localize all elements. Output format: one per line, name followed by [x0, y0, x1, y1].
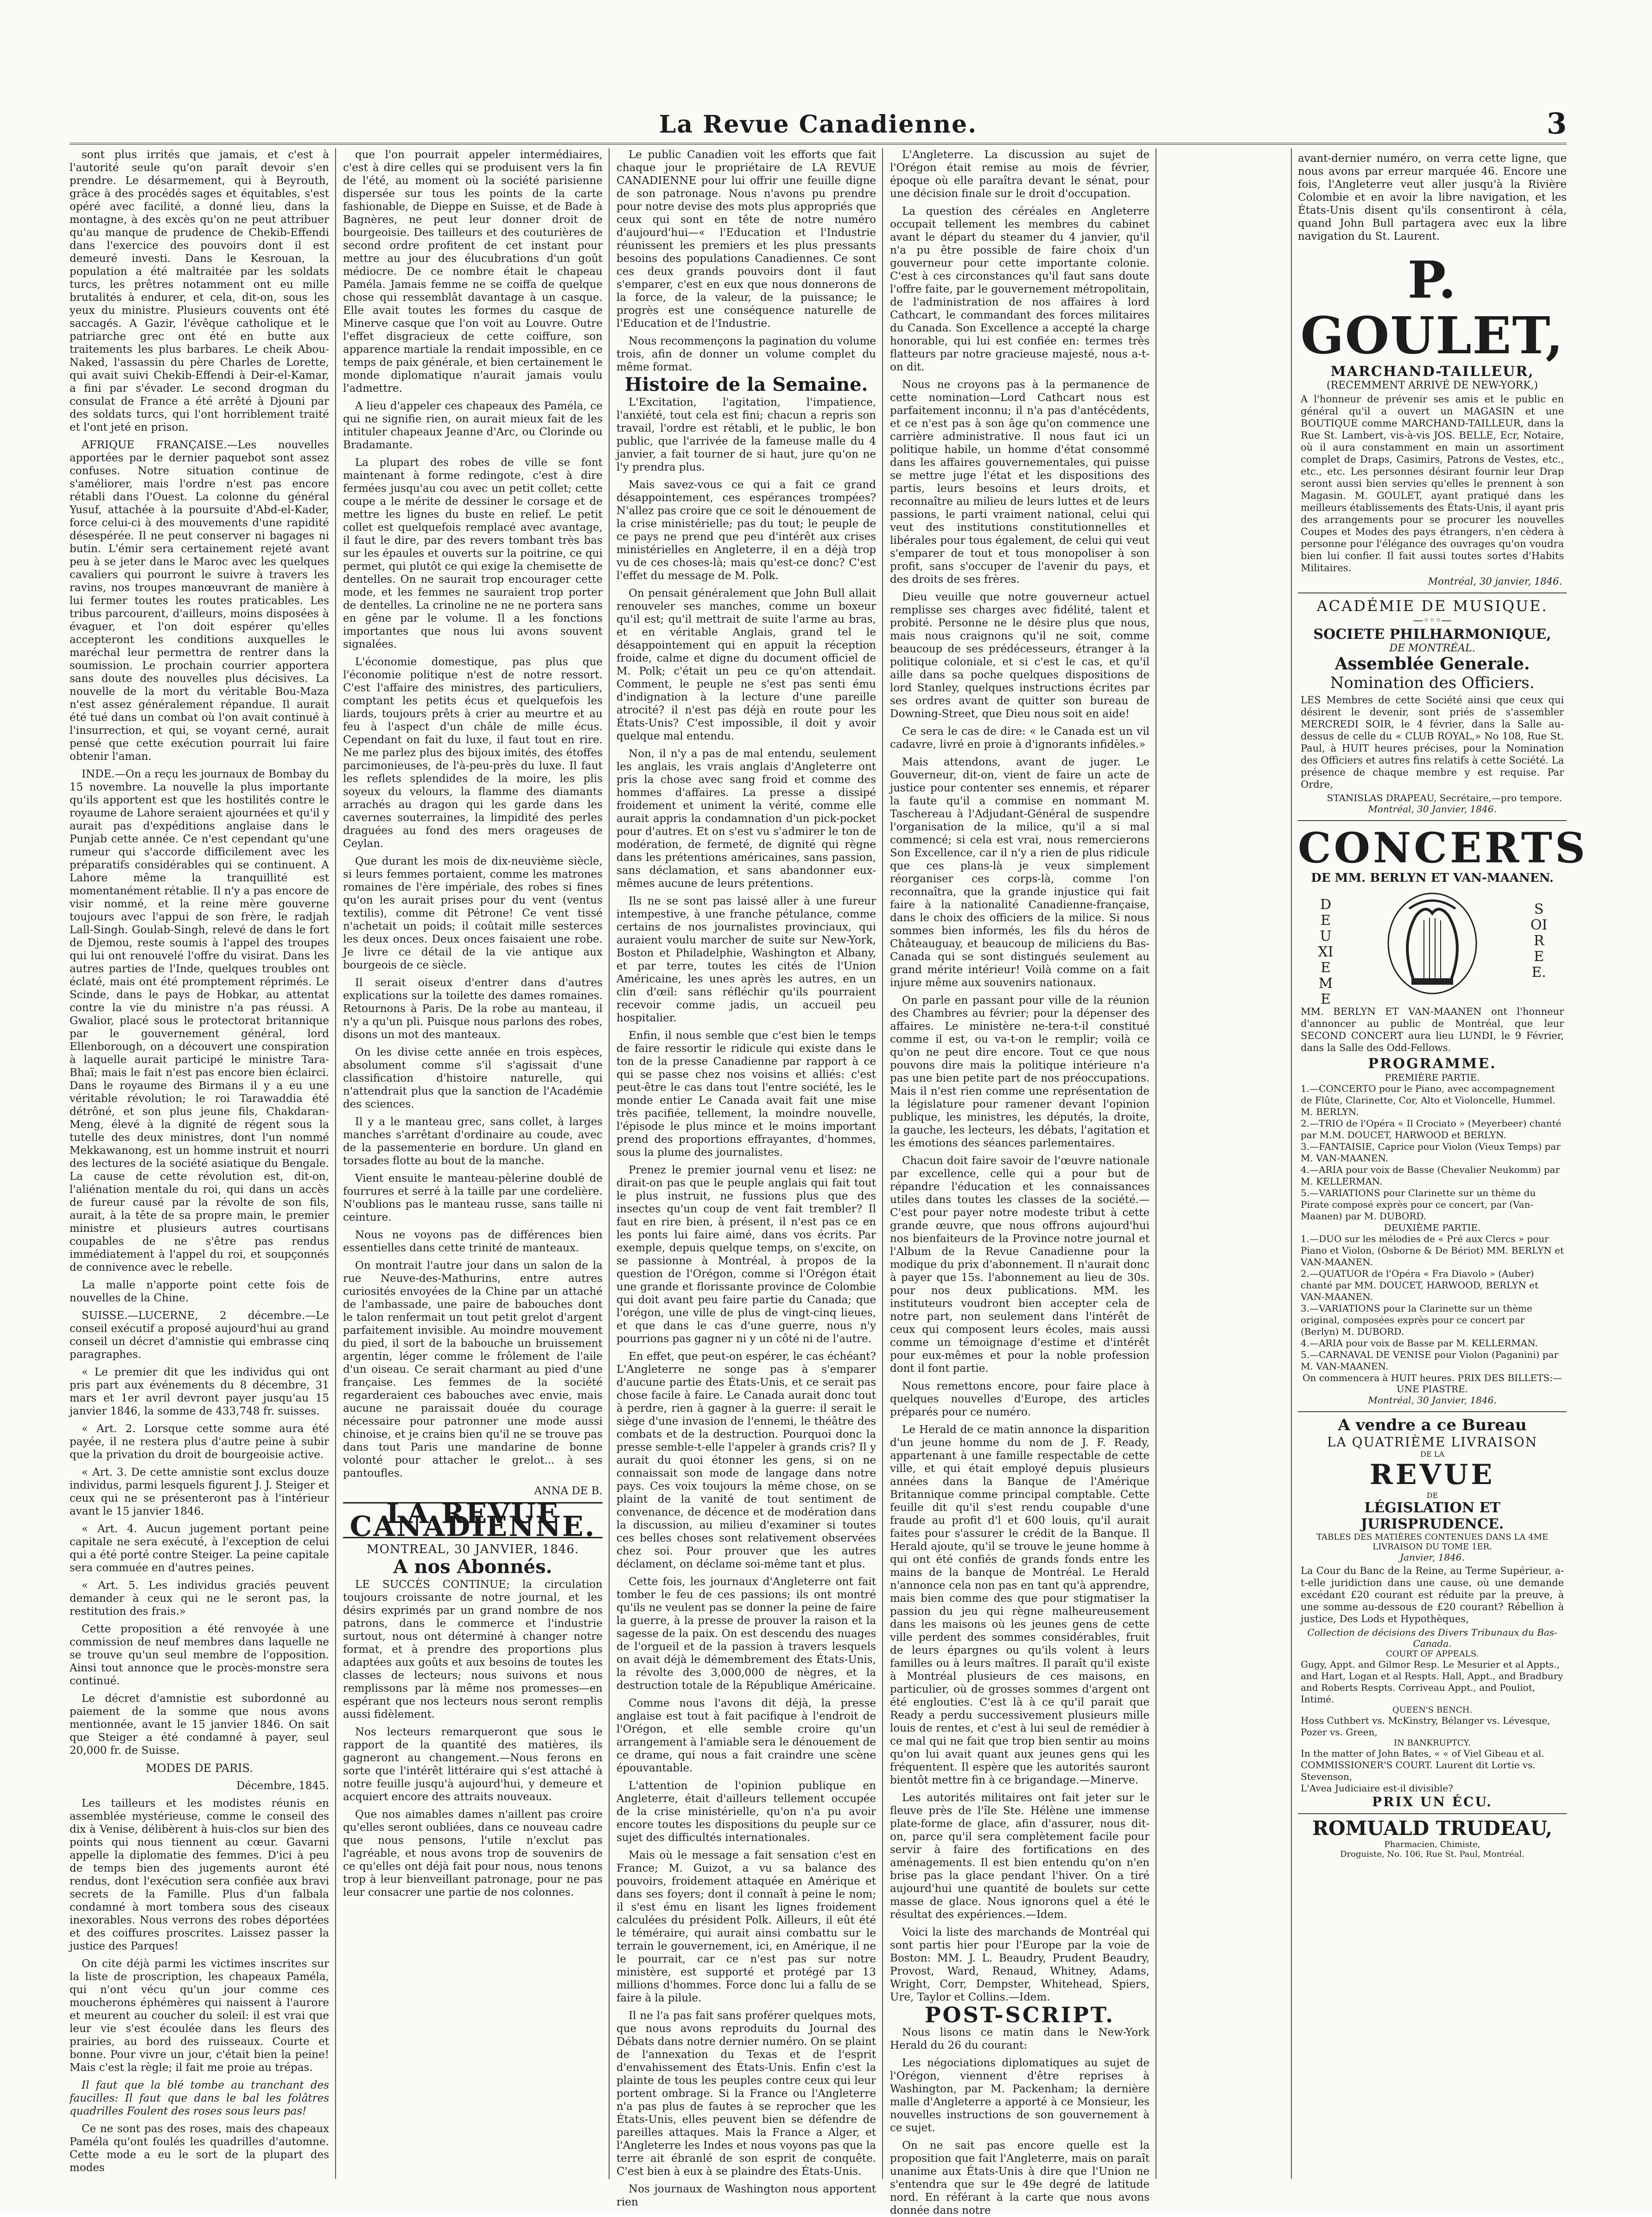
article-paragraph: Ce sera le cas de dire: « le Canada est un vil cadavre, livré en proie à d'ignorants infidèles.»	[890, 726, 1150, 751]
case-list: Hoss Cuthbert vs. McKinstry, Bélanger vs. Lévesque, Pozer vs. Green,	[1301, 1715, 1550, 1738]
programme-item: 5.—CARNAVAL DE VENISE pour Violon (Paganini) par M. VAN-MAANEN.	[1301, 1349, 1558, 1372]
article-paragraph: Il serait oiseux d'entrer dans d'autres explications sur la toilette des dames romaines. Retournons à Paris. De la robe au manteau, il n'y a qu'un pli. Puisque nous parlons des robes, disons un mot des manteaux.	[343, 977, 603, 1041]
philharmonic-ad	[1298, 593, 1567, 821]
article-paragraph: Enfin, il nous semble que c'est bien le temps de faire ressortir le ridicule qui existe dans le ton de la presse Canadienne par rapport à ce qui se passe chez nos voisins et alliés: c'est peut-être le cas dans tout l'entre société, les le monde entier Le Canada avait fait une mise très pacifiée, tellement, la moindre nouvelle, l'épisode le plus mince et le moins important prend des proportions effrayantes, d'hommes, sous la plume des journalistes.	[616, 1030, 876, 1159]
revue-ad	[1298, 1412, 1567, 1865]
article-paragraph: On parle en passant pour ville de la réunion des Chambres au février; pour la dépenser des affaires. Le ministère ne-tera-t-il constitué comme il est, ou va-t-on le remplir; voilà ce qu'on ne peut dire encore. Tout ce que nous pouvons dire mais la politique intérieure n'a pas une bien petite part de nos préoccupations. Mais il n'est rien comme une représentation de la législature pour ramener devant l'opinion publique, les ministres, les députés, la droite, la gauche, les lecteurs, les débats, l'agitation et les émotions des séances parlementaires.	[890, 994, 1150, 1149]
column-rule	[335, 148, 336, 2179]
article-paragraph: On pensait généralement que John Bull allait renouveler ses manches, comme un boxeur qu'il est; qu'il mettrait de suite l'arme au bras, et en véritable Anglais, grand tel le désappointement qui en appuit la réception froide, calme et digne du document officiel de M. Polk; c'était un peu ce qu'on attendait. Comment, le peuple ne s'est pas senti ému d'indignation à la lecture d'une pareille atrocité? il n'est pas déjà en route pour les États-Unis? C'est impossible, il doit y avoir quelque mal entendu.	[616, 587, 876, 742]
article-paragraph: Cette proposition a été renvoyée à une commission de neuf membres dans laquelle ne se trouve qu'un seul membre de l'opposition. Ainsi tout annonce que le procès-monstre sera continué.	[70, 1623, 329, 1687]
ad-headline: CONCERTS	[1298, 823, 1588, 873]
concerts-ad	[1298, 821, 1588, 1412]
programme-item: 5.—VARIATIONS pour Clarinette sur un thème du Pirate composé exprès pour ce concert, par (Van-Maanen) par M. DUBORD.	[1301, 1187, 1536, 1222]
dateline: MONTREAL, 30 JANVIER, 1846.	[366, 1542, 579, 1556]
ad-date: Montréal, 30 Janvier, 1846.	[1368, 803, 1497, 815]
ad-text: A l'honneur de prévenir ses amis et le public en général qu'il a ouvert un MAGASIN et une BOUTIQUE comme MARCHAND-TAILLEUR, dans la Rue St. Lambert, vis-à-vis JOS. BELLE, Ecr, Notaire, où il aura constamment en main un assortiment complet de Draps, Casimirs, Patrons de Vestes, etc., etc., etc. Les personnes désirant fournir leur Drap seront aussi bien servies qu'elles le prennent à son Magasin. M. GOULET, ayant pratiqué dans les meilleurs établissements des États-Unis, il ayant pris des arrangements pour se procurer les nouvelles Coupes et Modes des pays étrangers, n'en cèdera à personne pour l'élégance des ouvrages qu'on voudra bien lui confier. Il fait aussi toutes sortes d'Habits Militaires.	[1301, 394, 1564, 573]
ad-subheadline: LA QUATRIÈME LIVRAISON	[1327, 1434, 1538, 1450]
article-paragraph: Chacun doit faire savoir de l'œuvre nationale par excellence, celle qui a pour but de répandre l'éducation et les connaissances utiles dans toutes les classes de la société.—C'est pour payer notre modeste tribut à cette grande œuvre, que nous offrons aujourd'hui nos bienfaiteurs de la Province notre journal et l'Album de la Revue Canadienne pour la modique du prix d'abonnement. Il n'aurait donc à payer que 15s. l'abonnement au lieu de 30s. pour nos deux publications. MM. les instituteurs voudront bien accepter cela de notre part, non seulement dans l'intérêt de ceux qui composent leurs écoles, mais aussi comme un témoignage d'estime et d'intérêt pour eux-mêmes et pour la noble profession dont il font partie.	[890, 1155, 1150, 1375]
ad-headline: ACADÉMIE DE MUSIQUE.	[1316, 597, 1548, 615]
ad-headline: A vendre a ce Bureau	[1338, 1416, 1527, 1434]
article-paragraph: Nos lecteurs remarqueront que sous le rapport de la quantité des matières, ils gagneront au changement.—Nous ferons en sorte que l'intérêt littéraire qui s'est attaché à notre feuille jusqu'à aujourd'hui, y demeure et acquiert encore des attraits nouveaux.	[343, 1726, 603, 1803]
article-paragraph: Que durant les mois de dix-neuvième siècle, si leurs femmes portaient, comme les matrones romaines de l'ère impériale, des robes si fines qu'on les aurait prises pour du vent (ventus textilis), comme dit Pétrone! Ce vent tissé n'achetait un poids; il coûtait mille sesterces les deux onces. Deux onces faisaient une robe. Je livre ce détail de la vie antique aux bourgeois de ce siècle.	[343, 855, 603, 971]
article-paragraph: La plupart des robes de ville se font maintenant à forme redingote, c'est à dire fermées jusqu'au cou avec un petit collet; cette coupe a le mérite de dessiner le corsage et de mettre les lignes du buste en relief. Le petit collet est quelquefois remplacé avec avantage, il faut le dire, par des revers tombant très bas sur les épaules et ouverts sur la poitrine, ce qui permet, qui plutôt ce qui exige la chemisette de dentelles. On ne saurait trop encourager cette mode, et les femmes ne sauraient trop porter de dentelles. La crinoline ne ne ne portera sans en gêne par le volume. Il a les fonctions importantes que nous lui avons souvent signalées.	[343, 457, 603, 650]
ad-subheadline: Nomination des Officiers.	[1330, 674, 1535, 692]
programme-item: 4.—ARIA pour voix de Basse (Chevalier Neukomm) par M. KELLERMAN.	[1301, 1164, 1560, 1187]
lyre-icon	[1381, 888, 1483, 999]
article-paragraph: L'économie domestique, pas plus que l'économie politique n'est de notre ressort. C'est l'affaire des ministres, des particuliers, comptant les petits écus et quelquefois les liards, toujours prêts à crier au meurtre et au feu à l'aspect d'un châle de mille écus. Cependant on fait du luxe, il faut tout en rire. Ne me parlez plus des bijoux imités, des étoffes parcimonieuses, de l'à-peu-près du luxe. Il faut les reflets splendides de la moire, les plis soyeux du velours, la flamme des diamants arrachés au dragon qui les garde dans les cavernes souterraines, la limpidité des perles draguées au fond des mers orageuses de Ceylan.	[343, 656, 603, 850]
court-heading: COURT OF APPEALS.	[1385, 1649, 1479, 1659]
author-signature: ANNA DE B.	[534, 1485, 603, 1497]
programme-part: PREMIÈRE PARTIE.	[1385, 1072, 1480, 1083]
column-rule	[1291, 148, 1292, 2179]
article-paragraph: Ce ne sont pas des roses, mais des chapeaux Paméla qu'ont foulés les quadrilles d'automne. Cette mode a eu le sort de la plupart des modes	[70, 2123, 329, 2174]
programme-item: 2.—TRIO de l'Opéra « Il Crociato » (Meyerbeer) chanté par M.M. DOUCET, HARWOOD et BERLYN.	[1301, 1118, 1562, 1140]
programme-item: 2.—QUATUOR de l'Opéra « Fra Diavolo » (Auber) chanté par MM. DOUCET, HARWOOD, BERLYN et VAN-MAANEN.	[1301, 1268, 1538, 1302]
goulet-ad	[1298, 248, 1567, 593]
verse: Il faut que la blé tombe au tranchant des faucilles: Il faut que dans le bal les folâtres quadrilles Foulent des roses sous leurs pas!	[70, 2079, 329, 2117]
article-paragraph: Nos journaux de Washington nous apportent rien	[616, 2183, 876, 2208]
column-1	[70, 148, 329, 2179]
programme-item: 1.—DUO sur les mélodies de « Pré aux Clercs » pour Piano et Violon, (Osborne & De Bériot) MM. BERLYN et VAN-MAANEN.	[1301, 1233, 1564, 1268]
column-rule	[882, 148, 883, 2179]
article-paragraph: Il y a le manteau grec, sans collet, à larges manches s'arrêtant d'ordinaire au coude, avec de la passementerie en bordure. Un gland en torsades flotte au bout de la manche.	[343, 1116, 603, 1167]
article-paragraph: que l'on pourrait appeler intermédiaires, c'est à dire celles qui se produisent vers la fin de l'été, au moment où la société parisienne dispersée sur tous les points de la carte fashionable, de Dieppe en Suisse, et de Bade à Bagnères, ne peut leur donner droit de bourgeoisie. Des tailleurs et des couturières de second ordre profitent de cet instant pour mettre au jour des élucubrations d'un goût médiocre. De ce nombre était le chapeau Paméla. Jamais femme ne se coiffa de quelque chose qui ressemblât davantage à un casque. Elle avait toutes les formes du casque de Minerve casque que l'on voit au Louvre. Outre l'effet disgracieux de cette coiffure, son apparence martiale la rendait impossible, en ce temps de paix générale, et bien certainement le monde diplomatique n'aurait jamais voulu l'admettre.	[343, 149, 603, 395]
ad-text: MM. BERLYN ET VAN-MAANEN ont l'honneur d'annoncer au public de Montréal, que leur SECOND CONCERT aura lieu LUNDI, le 9 Février, dans la Salle des Odd-Fellows.	[1301, 1006, 1564, 1053]
column-4	[890, 148, 1150, 2217]
ad-note: (RECEMMENT ARRIVÉ DE NEW-YORK,)	[1327, 380, 1538, 391]
ad-city: DE MONTRÉAL.	[1389, 643, 1475, 654]
article-paragraph: Non, il n'y a pas de mal entendu, seulement les anglais, les vrais anglais d'Angleterre ont pris la chose avec sang froid et comme des hommes d'affaires. La presse a dissipé froidement et uniment la vérité, comme elle aurait appris la condamnation d'un pick-pocket pour d'autres. Et on s'est vu s'admirer le ton de modération, de fermeté, de dignité qui règne dans les prétentions américaines, sans passion, sans déclamation, et sans abandonner eux-mêmes aucune de leurs prétentions.	[616, 748, 876, 890]
case-list: Gugy, Appt. and Gilmor Resp. Le Mesurier et al Appts., and Hart, Logan et al Respts. Hall, Appt., and Bradbury and Roberts Respts. Corriveau Appt., and Pouliot, Intimé.	[1301, 1659, 1563, 1705]
article-paragraph: On montrait l'autre jour dans un salon de la rue Neuve-des-Mathurins, entre autres curiosités envoyées de la Chine par un attaché de l'ambassade, une paire de babouches dont le talon renfermait un tout petit grelot d'argent parfaitement invisible. Au moindre mouvement du pied, il sort de la babouche un bruissement argentin, léger comme le frôlement de l'aile d'un oiseau. Ce serait charmant au pied d'une française. Les femmes de la société regarderaient ces babouches avec envie, mais aucune ne paraissait douée du courage nécessaire pour patronner une mode aussi chinoise, et je crains bien qu'il ne se trouve pas dans tout Paris une mandarine de bonne volonté pour attacher le grelot... à ses pantoufles.	[343, 1260, 603, 1479]
lyre-illustration	[1298, 888, 1567, 1007]
article-paragraph: On cite déjà parmi les victimes inscrites sur la liste de proscription, les chapeaux Paméla, qui n'ont vécu qu'un jour comme ces moucherons éphémères qui naissent à l'aurore et meurent au coucher du soleil: il est vrai que leur vie s'est écoulée dans les fleurs des prairies, au bord des ruisseaux. Courte et bonne. Pour vivre un jour, c'était bien la peine! Mais c'est la règle; il fait me proie au trépas.	[70, 1958, 329, 2074]
ad-subheadline: SOCIETE PHILHARMONIQUE,	[1313, 626, 1551, 643]
masthead	[70, 107, 1567, 145]
ad-headline: REVUE	[1369, 1459, 1495, 1491]
article-paragraph: INDE.—On a reçu les journaux de Bombay du 15 novembre. La nouvelle la plus importante qu'ils apportent est que les hostilités contre le royaume de Lahore seraient ajournées et qu'il y aurait pas d'expéditions anglaise dans le Punjab cette année. Ce n'est cependant qu'une rumeur qui s'accorde difficilement avec les préparatifs considérables qui se continuent. A Lahore même la tranquillité est momentanément rétablie. Il n'y a pas encore de visir nommé, et la reine mère gouverne toujours avec l'appui de son frère, le radjah Lall-Singh. Goulab-Singh, relevé de dans le fort de Djemou, reste soumis à l'appel des troupes qui lui ont renouvelé l'offre du visirat. Dans les autres parties de l'Inde, quelques troubles ont éclaté, mais ont été promptement réprimés. Le Scinde, dans le pays de Hobkar, au attentat contre la vie du ministre n'a pas réussi. A Gwalior, placé sous le protectorat britannique par le gouvernement général, lord Ellenborough, on a découvert une conspiration à laquelle aurait participé le ministre Tara-Bhaï; mais le fait n'est pas encore bien éclairci. Dans le royaume des Birmans il y a eu une véritable révolution; le roi Tarawaddia été détrôné, et son plus jeune fils, Chakdaran-Meng, élevé à la dignité de régent sous la tutelle des deux ministres, dont l'un nommé Mekkawanong, est un homme instruit et nourri des lectures de la société asiatique du Bengale. La cause de cette révolution est, dit-on, l'aliénation mentale du roi, qui dans un accès de fureur causé par la révolte de son fils, aurait, à la tête de sa propre main, le premier ministre et plusieurs autres courtisans coupables de ne s'être pas rendus immédiatement à l'appel du roi, et soupçonnés de connivence avec le rebelle.	[70, 768, 329, 1274]
article-paragraph: SUISSE.—LUCERNE, 2 décembre.—Le conseil exécutif a proposé aujourd'hui au grand conseil un décret d'amnistie qui embrasse cinq paragraphes.	[70, 1310, 329, 1361]
article-paragraph: On ne sait pas encore quelle est la proposition que fait l'Angleterre, mais on paraît unanime aux États-Unis à dire que l'Union ne s'entendra que sur le 49e degré de latitude nord. En référant à la carte que nous avons donnée dans notre	[890, 2140, 1150, 2217]
section-heading: MODES DE PARIS.	[146, 1762, 253, 1775]
article-paragraph: « Art. 5. Les individus graciés peuvent demander à ceux qui ne le seront pas, la restitution des frais.»	[70, 1580, 329, 1618]
ad-subheadline: Pharmacien, Chimiste,	[1384, 1840, 1480, 1849]
article-paragraph: Nous ne voyons pas de différences bien essentielles dans cette trinité de manteaux.	[343, 1229, 603, 1254]
ad-date: Montréal, 30 Janvier, 1846.	[1368, 1395, 1497, 1406]
continued-text	[1298, 148, 1567, 248]
ad-subheadline: DE MM. BERLYN ET VAN-MAANEN.	[1311, 871, 1554, 885]
article-paragraph: avant-dernier numéro, on verra cette ligne, que nous avons par erreur marquée 46. Encore une fois, l'Angleterre veut aller jusqu'à la Rivière Colombie et en avoir la libre navigation, et les États-Unis disent qu'ils consentiront à céla, quand John Bull partagera avec eux la libre navigation du St. Laurent.	[1298, 153, 1567, 242]
newspaper-title: La Revue Canadienne.	[659, 110, 978, 139]
column-2	[343, 148, 603, 2179]
ad-note: DE LA	[1420, 1450, 1444, 1459]
price-label: PRIX UN ÉCU.	[1372, 1794, 1493, 1809]
article-paragraph: Mais où le message a fait sensation c'est en France; M. Guizot, a vu sa balance des pouvoirs, froidement attaquée en Amérique et dans ses foyers; dont il connaît à peine le nom; il s'est ému en lisant les lignes froidement calculées du président Polk. Ailleurs, il eût été le téméraire, qui aurait ainsi combattu sur le terrain le gouvernement, ici, en Amérique, il ne le pourrait, car ce n'est pas sur notre ministère, est supporté et protégé par 13 millions d'hommes. Force donc lui a fallu de se faire à la pilule.	[616, 1849, 876, 2004]
article-paragraph: Nous ne croyons pas à la permanence de cette nomination—Lord Cathcart nous est parfaitement inconnu; il n'a pas d'antécédents, et ce n'est pas à son âge qu'on commence une carrière administrative. Il nous faut ici un politique habile, un homme d'état consommé dans les affaires gouvernementales, qui puisse se mettre juge l'état et les dispositions des partis, leurs besoins et leurs droits, et reconnaître au milieu de leurs luttes et de leurs passions, le parti vraiment national, celui qui veut des institutions constitutionnelles et libérales pour tous également, de celui qui veut s'emparer de tout et tous monopoliser à son profit, sans s'occuper de l'avenir du pays, et des droits de ses frères.	[890, 379, 1150, 586]
article-paragraph: L'Excitation, l'agitation, l'impatience, l'anxiété, tout cela est fini; chacun a repris son travail, l'ordre est rétabli, et le public, le bon public, que l'arrivée de la fameuse malle du 4 janvier, a fait tourner de si haut, jure qu'on ne l'y prendra plus.	[616, 396, 876, 473]
article-paragraph: Nous recommençons la pagination du volume trois, afin de donner un volume complet du même format.	[616, 335, 876, 373]
ad-signature: STANISLAS DRAPEAU, Secrétaire,—pro tempore.	[1327, 792, 1562, 803]
programme-part: DEUXIÈME PARTIE.	[1384, 1222, 1481, 1233]
article-paragraph: Les tailleurs et les modistes réunis en assemblée mystérieuse, comme le conseil des dix à Venise, délibèrent à huis-clos sur bien des points qui nous tiennent au cœur. Gavarni appelle la diplomatie des femmes. D'ici à peu de temps bien des jugements auront été rendus, dont l'exécution sera confiée aux bravi secrets de la Famille. Plus d'un falbala condamné à mort tombera sous des ciseaux inexorables. Nous verrons des robes déportées et des coiffures proscrites. Laissez passer la justice des Parques!	[70, 1797, 329, 1952]
article-paragraph: L'Angleterre. La discussion au sujet de l'Orégon était remise au mois de février, époque où elle paraîtra devant le sénat, pour une décision finale sur le droit d'occupation.	[890, 149, 1150, 200]
vertical-label: DEUXIEME	[1318, 897, 1334, 1007]
article-paragraph: Mais attendons, avant de juger. Le Gouverneur, dit-on, vient de faire un acte de justice pour contenter ses ennemis, et réparer la faute qu'il a commise en nommant M. Taschereau à l'Adjudant-Général de suspendre l'organisation de la milice, qu'il a si mal commencé; si cela est vrai, nous remercierons Son Excellence, car il n'y a rien de plus ridicule que ces plans-là je veux simplement réorganiser ces corps-là, comme l'on reconnaîtra, que la grande injustice qui fait faire à la nationalité Canadienne-française, dans le choix des officiers de la milice. Si nous sommes bien informés, les fils du héros de Châteauguay, et beaucoup de miliciens du Bas-Canada qui se sont distingués seulement au grand mérite intérieur! Voilà comme on a fait injure même aux souvenirs nationaux.	[890, 756, 1150, 989]
ad-headline: P. GOULET,	[1300, 250, 1564, 365]
programme-item: 1.—CONCERTO pour le Piano, avec accompagnement de Flûte, Clarinette, Cor, Alto et Violoncelle, Hummel. M. BERLYN.	[1301, 1083, 1556, 1117]
article-paragraph: « Art. 3. De cette amnistie sont exclus douze individus, parmi lesquels figurent J. J. Steiger et ceux qui ne se présenteront pas à l'intérieur avant le 15 janvier 1846.	[70, 1466, 329, 1517]
article-paragraph: Le décret d'amnistie est subordonné au paiement de la somme que nous avons mentionnée, avant le 15 janvier 1846. On sait que Steiger a été condamné à payer, seul 20,000 fr. de Suisse.	[70, 1693, 329, 1757]
section-heading: Histoire de la Semaine.	[624, 374, 868, 395]
ad-date: Montréal, 30 janvier, 1846.	[1428, 576, 1562, 587]
programme-heading: PROGRAMME.	[1368, 1056, 1497, 1072]
column-3	[616, 148, 876, 2208]
ad-note: TABLES DES MATIÈRES CONTENUES DANS LA 4ME LIVRAISON DU TOME 1ER.	[1316, 1532, 1548, 1552]
article-paragraph: « Art. 2. Lorsque cette somme aura été payée, il ne restera plus d'autre peine à subir que la privation du droit de bourgeoisie active.	[70, 1423, 329, 1461]
section-date: Décembre, 1845.	[236, 1780, 329, 1792]
article-paragraph: En effet, que peut-on espérer, le cas échéant? L'Angleterre ne songe pas à s'emparer d'aucune partie des États-Unis, et ce serait pas chose facile à faire. Le Canada aurait donc tout à perdre, rien à gagner à la guerre: il serait le siège d'une invasion de l'ennemi, le théâtre des combats et de la destruction. Pourquoi donc la presse semble-t-elle l'appeler à grands cris? Il y aurait du quoi étonner les gens, si on ne connaissait son mode de langage dans notre pays. Ces voix toujours la même chose, on se plaint de la vanité de tout sentiment de convenance, de décence et de modération dans la discussion, au milieu d'examiner si toutes ces belles choses sont relativement observées chez soi. Pour prouver que les autres déclament, on déclame soi-même tant et plus.	[616, 1351, 876, 1570]
article-paragraph: Voici la liste des marchands de Montréal qui sont partis hier pour l'Europe par la voie de Boston: MM. J. L. Beaudry, Prudent Beaudry, Provost, Ward, Renaud, Whitney, Adams, Wright, Corr, Dempster, Whitehead, Spiers, Ure, Taylor et Collins.—Idem.	[890, 1926, 1150, 2003]
ad-note: On commencera à HUIT heures. PRIX DES BILLETS:—UNE PIASTRE.	[1303, 1372, 1562, 1395]
article-paragraph: Il ne l'a pas fait sans proférer quelques mots, que nous avons reproduits du Journal des Débats dans notre dernier numéro. On se plaint de l'annexation du Texas et de l'esprit d'envahissement des États-Unis. Enfin c'est la plainte de tous les peuples contre ceux qui leur portent ombrage. Si la France ou l'Angleterre n'a pas plus de fautes à se reprocher que les États-Unis, elles peuvent bien se défendre de pareilles attaques. Mais la France a Alger, et l'Angleterre les Indes et nous voyons pas que la terre ait ébranlé de son esprit de conquête. C'est bien à eux à se plaindre des États-Unis.	[616, 2010, 876, 2178]
article-paragraph: Que nos aimables dames n'aillent pas croire qu'elles seront oubliées, dans ce nouveau cadre que nous pensons, l'utile n'exclut pas l'agréable, et nous avons trop de souvenirs de ce qu'elles ont déjà fait pour nous, nous tenons trop à leur bienveillant patronage, pour ne pas leur consacrer une partie de nos colonnes.	[343, 1809, 603, 1898]
trudeau-ad	[1298, 1813, 1567, 1859]
page-number: 3	[1546, 107, 1567, 140]
ad-text: La Cour du Banc de la Reine, au Terme Supérieur, a-t-elle juridiction dans une cause, où une demande excédant £20 courant est réduite par la preuve, à une somme au-dessous de £20 courant? Rébellion à justice, Des Lods et Hypothèques,	[1301, 1565, 1564, 1625]
ad-address: Droguiste, No. 106, Rue St. Paul, Montréal.	[1340, 1849, 1525, 1859]
article-paragraph: Les autorités militaires ont fait jeter sur le fleuve près de l'île Ste. Hélène une immense plate-forme de glace, afin d'assurer, nous dit-on, parce qu'il sera complètement facile pour servir à faire des fortifications en des aménagements. Il est bien entendu qu'on n'en brise pas la glace pendant l'hiver. On a tiré aujourd'hui une quantité de boulets sur cette masse de glace. Nous ignorons quel a été le résultat des expériences.—Idem.	[890, 1792, 1150, 1921]
article-paragraph: Le Herald de ce matin annonce la disparition d'un jeune homme du nom de J. F. Ready, appartenant à une famille respectable de cette ville, et qui était employé depuis plusieurs années dans la Banque de l'Amérique Britannique comme principal comptable. Cette feuille dit qu'il s'est rendu coupable d'une fraude au profit d'l et 600 louis, qu'il aurait faites pour s'assurer le crédit de la Banque. Il Herald ajoute, qu'il se trouve le jeune homme à qui ont été confiés de grands fonds entre les mains de la banque de Montréal. Le Herald n'annonce cela non pas en tant qu'à apprendre, mais bien comme des que pour stigmatiser la passion du jeu qui règne malheureusement dans les maisons où les jeunes gens de cette ville perdent des sommes considérables, fruit de leurs épargnes ou qu'ils volent à leurs familles ou à leurs maîtres. Il paraît qu'il existe à Montréal plusieurs de ces maisons, en particulier, où de grosses sommes d'argent ont été englouties. C'est là à ce qu'il parait que Ready a perdu successivement plusieurs mille louis de rentes, et c'est à lui seul de remédier à ce mal qui ne fait que trop bien sentir au moins qu'on lui avait quant aux jeunes gens qui les fréquentent. Il espère que les autorités sauront bientôt mettre fin à ce brigandage.—Minerve.	[890, 1424, 1150, 1786]
programme-item: 3.—VARIATIONS pour la Clarinette sur un thème original, composées exprès pour ce concert par (Berlyn) M. DUBORD.	[1301, 1303, 1532, 1337]
ad-subheadline: MARCHAND-TAILLEUR,	[1330, 363, 1534, 380]
advertisements-column	[1298, 148, 1588, 2179]
article-paragraph: LE SUCCÈS CONTINUE; la circulation toujours croissante de notre journal, et les désirs exprimés par un grand nombre de nos patrons, dans le commerce et l'industrie surtout, nous ont déterminé à changer notre format, et à prendre des proportions plus adaptées aux goûts et aux besoins de toutes les classes de lecteurs; nous suivons et nous remplissons par là même nos promesses—en espérant que nos lecteurs nous seront remplis aussi fidèlement.	[343, 1579, 603, 1720]
ad-headline: Assemblée Generale.	[1334, 654, 1530, 674]
article-paragraph: sont plus irrités que jamais, et c'est à l'autorité seule qu'on paraît devoir s'en prendre. Le désarmement, qui à Beyrouth, grâce à des procédés sages et équitables, s'est opéré avec facilité, a donné lieu, dans la montagne, à des excès qu'on ne peut attribuer qu'au manque de prudence de Chekib-Effendi dans l'exercice des pouvoirs dont il est demeuré investi. Dans le Kesrouan, la population a été maltraitée par les soldats turcs, les prêtres notamment ont eu mille brutalités à endurer, et cela, dit-on, sous les yeux du ministre. Plusieurs couvents ont été saccagés. A Gazir, l'évêque catholique et le patriarche grec ont été en butte aux traitements les plus barbares. Le cheik Abou-Naked, l'assassin du père Charles de Lorette, qui avait suivi Chekib-Effendi à Deir-el-Kamar, a fini par s'évader. Le second drogman du consulat de France a été arrêté à Djouni par des soldats turcs, qui l'ont horriblement traité et l'ont jeté en prison.	[70, 149, 329, 433]
article-paragraph: A lieu d'appeler ces chapeaux des Paméla, ce qui ne signifie rien, on aurait mieux fait de les intituler chapeaux Jeanne d'Arc, ou Clorinde ou Bradamante.	[343, 400, 603, 451]
article-paragraph: Prenez le premier journal venu et lisez: ne dirait-on pas que le peuple anglais qui fait tout le plus instruit, ne fussions plus que des insectes qu'un coup de vent fait trembler? Il faut en rire bien, à présent, il n'est pas ce en les ponts lui faire aimé, dans vos écrits. Par exemple, depuis quelque temps, on s'excite, on se passionne à Montréal, à propos de la question de l'Orégon, comme si l'Orégon était une grande et florissante province de Colombie qui doit avant peu faire partie du Canada; que l'orégon, une ville de plus de vingt-cinq lieues, et que dans le cas d'une guerre, nous n'y pourrions pas gagner ni y un côté ni de l'autre.	[616, 1164, 876, 1345]
editorial-title: LA REVUE CANADIENNE.	[343, 1502, 603, 1538]
article-paragraph: Comme nous l'avons dit déjà, la presse anglaise est tout à fait pacifique à l'endroit de l'Orégon, et elle semble croire qu'un arrangement à l'amiable sera le dénouement de ce drame, qui nous a fait craindre une scène épouvantable.	[616, 1697, 876, 1774]
programme-item: 3.—FANTAISIE, Caprice pour Violon (Vieux Temps) par M. VAN-MAANEN.	[1301, 1141, 1561, 1164]
article-paragraph: Vient ensuite le manteau-pèlerine doublé de fourrures et serré à la taille par une cordelière. N'oublions pas le manteau russe, sans taille ni ceinture.	[343, 1172, 603, 1223]
article-paragraph: La malle n'apporte point cette fois de nouvelles de la Chine.	[70, 1279, 329, 1304]
article-paragraph: « Le premier dit que les individus qui ont pris part aux événements du 8 décembre, 31 mars et 1er avril devront payer jusqu'au 15 janvier 1846, la somme de 433,748 fr. suisses.	[70, 1366, 329, 1417]
programme-item: 4.—ARIA pour voix de Basse par M. KELLERMAN.	[1301, 1338, 1538, 1349]
article-paragraph: « Art. 4. Aucun jugement portant peine capitale ne sera exécuté, à l'exception de celui qui a été porté contre Steiger. La peine capitale sera commuée en d'autres peines.	[70, 1523, 329, 1574]
article-paragraph: Mais savez-vous ce qui a fait ce grand désappointement, ces espérances trompées? N'allez pas croire que ce soit le dénouement de la crise ministérielle; pas du tout; le peuple de ce pays ne prend que peu d'intérêt aux crises ministérielles en Angleterre, il en a déjà trop vu de ces choses-là; mais qu'est-ce donc? C'est l'effet du message de M. Polk.	[616, 479, 876, 582]
article-paragraph: Nous remettons encore, pour faire place à quelques nouvelles d'Europe, des articles préparés pour ce numéro.	[890, 1380, 1150, 1418]
article-paragraph: Dieu veuille que notre gouverneur actuel remplisse ses charges avec fidélité, talent et probité. Personne ne le désire plus que nous, mais nous craignons qu'il ne soit, comme beaucoup de ses prédécesseurs, étranger à la politique coloniale, et si c'est le cas, et qu'il aille dans sa poche quelques dispositions de lord Stanley, quelques instructions écrites par ses ordres avant de quitter son bureau de Downing-Street, que Dieu nous soit en aide!	[890, 591, 1150, 720]
case-list: In the matter of John Bates, « « of Viel Gibeau et al. COMMISSIONER'S COURT. Laurent dit Lortie vs. Stevenson,	[1301, 1748, 1544, 1782]
ornament-icon: —◦◦◦—	[1413, 615, 1452, 626]
article-paragraph: AFRIQUE FRANÇAISE.—Les nouvelles apportées par le dernier paquebot sont assez confuses. Notre situation continue de s'améliorer, mais l'ordre n'est pas encore rétabli dans l'Ouest. La colonne du général Yusuf, attachée à la poursuite d'Abd-el-Kader, force celui-ci à des mouvements d'une rapidité désespérée. Il ne peut conserver ni bagages ni butin. L'émir sera certainement rejeté avant peu à se jeter dans le Maroc avec les quelques cavaliers qui pourront le suivre à travers les ravins, nos troupes manœuvrant de manière à lui fermer toutes les routes praticables. Les tribus parcourent, d'ailleurs, moins disposées à évaguer, et l'on doit espérer qu'elles accepteront les conditions auxquelles le maréchal leur permettra de rentrer dans la soumission. Le prochain courrier apportera sans doute des nouvelles plus décisives. La nouvelle de la mort du véritable Bou-Maza n'est assez généralement répandue. Il aurait été tué dans un combat où l'on avait continué à l'insurrection, et qui, se voyant cerné, aurait pensé que cette exécution pourrait lui faire obtenir l'aman.	[70, 439, 329, 763]
ad-date: Janvier, 1846.	[1400, 1552, 1465, 1563]
article-paragraph: On les divise cette année en trois espèces, absolument comme s'il s'agissait d'une classification d'histoire naturelle, qui n'attendrait plus que la sanction de l'Académie des sciences.	[343, 1046, 603, 1110]
ad-note: DE	[1426, 1491, 1438, 1500]
article-paragraph: Le public Canadien voit les efforts que fait chaque jour le propriétaire de LA REVUE CANADIENNE pour lui offrir une feuille digne de son patronage. Nous n'avons pu prendre pour notre devise des mots plus appropriés que ceux qui sont en tête de notre numéro d'aujourd'hui—« l'Education et l'Industrie réunissent les premiers et les plus pressants besoins des populations Canadiennes. Ce sont ces deux grands pouvoirs dont il faut s'emparer, c'est en eux que nous donnerons de la force, de la valeur, de la puissance; le progrès est une conséquence naturelle de l'Education et de l'Industrie.	[616, 149, 876, 330]
article-paragraph: L'attention de l'opinion publique en Angleterre, était d'ailleurs tellement occupée de la crise ministérielle, qu'on n'a pu avoir encore toutes les dispositions du peuple sur ce sujet des difficultés internationales.	[616, 1780, 876, 1844]
court-heading: QUEEN'S BENCH.	[1392, 1705, 1473, 1715]
court-heading: IN BANKRUPTCY.	[1394, 1738, 1471, 1748]
ad-note: Collection de décisions des Divers Tribunaux du Bas-Canada.	[1307, 1627, 1557, 1649]
column-rule	[609, 148, 610, 2179]
article-paragraph: Cette fois, les journaux d'Angleterre ont fait tomber le feu de ces passions; ils ont montré qu'ils ne veulent pas se donner la peine de faire la guerre, à la presse de prouver la raison et la sagesse de la paix. On est descendu des nuages de l'orgueil et de la passion à travers lesquels on avait déjà le démembrement des États-Unis, la révolte des 3,000,000 de nègres, et la destruction totale de la République Américaine.	[616, 1576, 876, 1692]
article-paragraph: Les négociations diplomatiques au sujet de l'Orégon, viennent d'être reprises à Washington, par M. Packenham; la dernière malle d'Angleterre a apporté à ce Monsieur, les nouvelles instructions de son gouvernement à ce sujet.	[890, 2057, 1150, 2134]
vertical-label: SOIREE.	[1530, 901, 1548, 981]
ad-headline: ROMUALD TRUDEAU,	[1312, 1817, 1552, 1840]
case-list: L'Avea Judiciaire est-il divisible?	[1301, 1783, 1453, 1794]
article-paragraph: Ils ne se sont pas laissé aller à une fureur intempestive, à une franche pétulance, comme certains de nos journalistes provinciaux, qui auraient voulu marcher de suite sur New-York, Boston et Philadelphie, Washington et Albany, et par terre, toutes les cités de l'Union Américaine, les unes après les autres, en un clin d'œil: sans réfléchir qu'ils pourraient recevoir comme jadis, un accueil peu hospitalier.	[616, 895, 876, 1024]
ad-subheadline: LÉGISLATION ET JURISPRUDENCE.	[1360, 1500, 1504, 1532]
section-heading: A nos Abonnés.	[393, 1556, 553, 1578]
ad-text: LES Membres de cette Société ainsi que ceux qui désirent le devenir, sont priés de s'assembler MERCREDI SOIR, le 4 février, dans la Salle au-dessus de celle du « CLUB ROYAL,» No 108, Rue St. Paul, à HUIT heures précises, pour la Nomination des Officiers et autres fins relatifs à cette Société. La présence de chaque membre y est requise. Par Ordre,	[1301, 694, 1564, 790]
postscript-heading: POST-SCRIPT.	[924, 2002, 1115, 2027]
article-paragraph: Nous lisons ce matin dans le New-York Herald du 26 du courant:	[890, 2026, 1150, 2051]
article-paragraph: La question des céréales en Angleterre occupait tellement les membres du cabinet avant le départ du steamer du 4 janvier, qu'il n'a pu être possible de faire choix d'un gouverneur pour cette importante colonie. C'est à ces circonstances qu'il faut sans doute l'offre faite, par le gouvernement métropolitain, de l'administration de nos affaires à lord Cathcart, le commandant des forces militaires du Canada. Son Excellence a accepté la charge honorable, qui lui est confiée en: termes très flatteurs par notre gracieuse majesté, nous a-t-on dit.	[890, 205, 1150, 373]
